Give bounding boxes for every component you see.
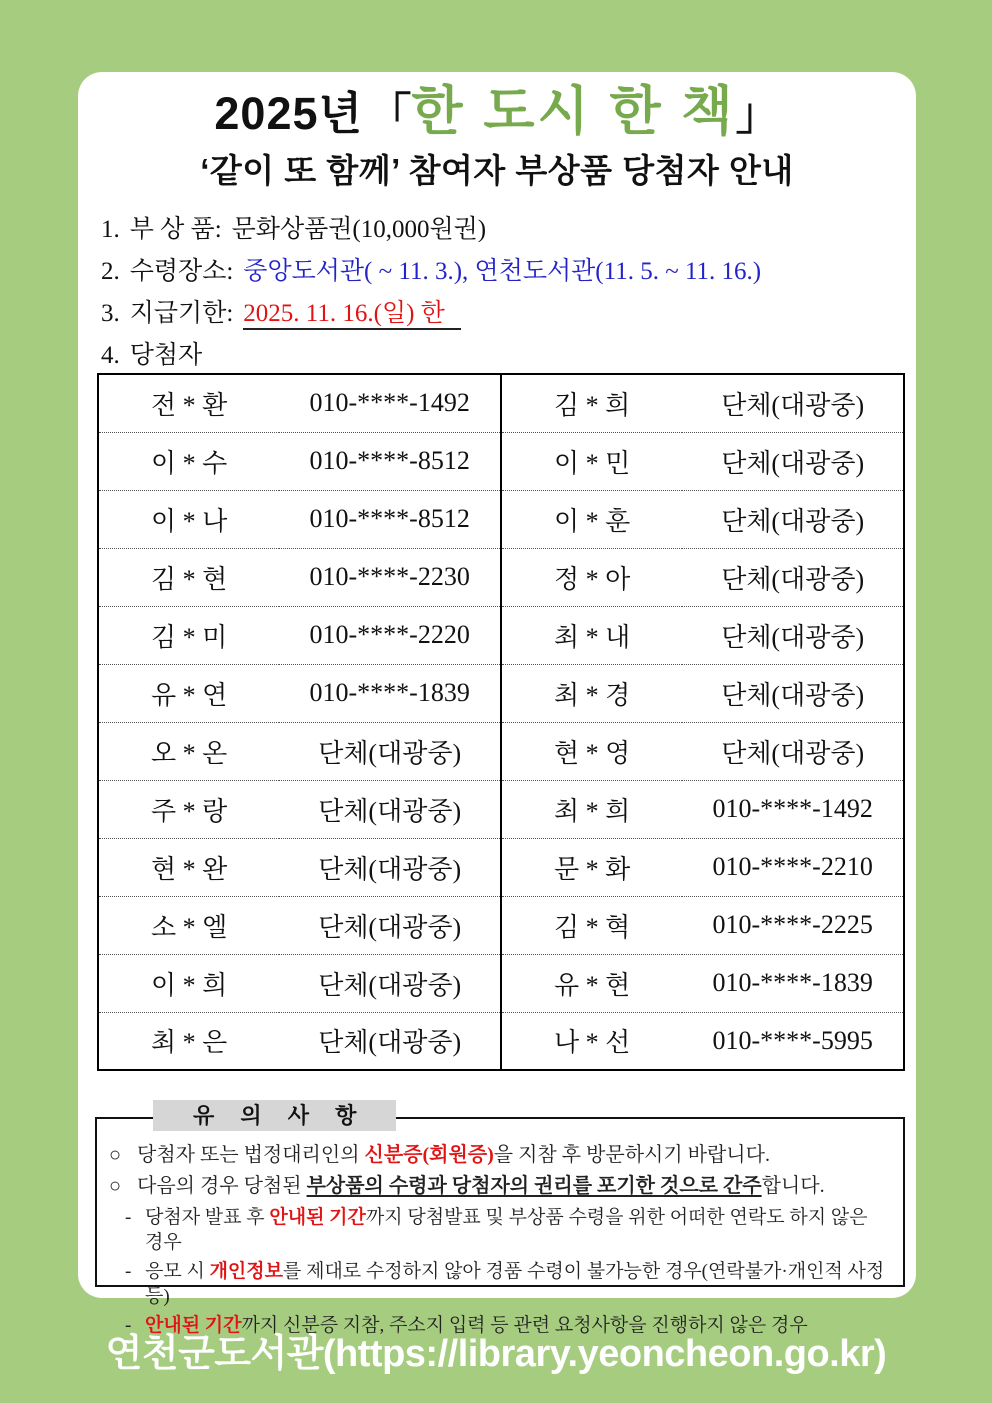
winner-row	[98, 896, 904, 954]
winner-contact-cell: 010-****-1492	[682, 780, 904, 838]
info-label: 수령장소:	[129, 258, 234, 285]
winner-name-cell: 최 * 내	[501, 606, 682, 664]
flyer-card	[78, 72, 916, 1336]
winner-row	[98, 954, 904, 1012]
winner-name-cell: 전 * 환	[151, 390, 228, 420]
notice-bullet: -	[125, 1207, 132, 1228]
notice-item	[109, 1259, 889, 1309]
notice-text: 당첨자 또는 법정대리인의 신분증(회원증)을 지참 후 방문하시기 바랍니다.	[137, 1144, 770, 1166]
info-label: 당첨자	[129, 342, 203, 369]
info-item-prize	[101, 209, 761, 251]
winner-name-cell: 오 * 온	[98, 722, 279, 780]
winner-row	[98, 374, 904, 432]
winner-name-cell: 최 * 희	[501, 780, 682, 838]
info-value-prize: 문화상품권(10,000원권)	[231, 216, 487, 243]
notice-bullet: ○	[109, 1175, 122, 1197]
winner-name-cell: 이 * 나	[98, 490, 279, 548]
info-number: 1.	[101, 216, 120, 243]
winner-name-cell: 이 * 수	[98, 432, 279, 490]
winner-contact-cell: 단체(대광중)	[682, 664, 904, 722]
winner-row	[98, 1012, 904, 1070]
notice-text: 다음의 경우 당첨된 부상품의 수령과 당첨자의 권리를 포기한 것으로 간주합니다.	[137, 1175, 825, 1197]
title-subtitle: ‘같이 또 함께’ 참여자 부상품 당첨자 안내	[200, 151, 794, 189]
page-title	[78, 82, 916, 192]
winner-name-cell: 정 * 아	[501, 548, 682, 606]
winner-name-cell: 유 * 연	[98, 664, 279, 722]
notice-item	[109, 1313, 889, 1338]
winner-row	[98, 548, 904, 606]
notice-header-label: 유 의 사 항	[153, 1100, 396, 1131]
notice-text: 응모 시 개인정보를 제대로 수정하지 않아 경품 수령이 불가능한 경우(연락불가·개인적 사정 등)	[145, 1261, 885, 1307]
title-bracket-open: 「	[367, 90, 412, 139]
winner-contact-cell: 단체(대광중)	[682, 490, 904, 548]
footer-site-link: 연천군도서관(https://library.yeoncheon.go.kr)	[105, 1333, 887, 1375]
winner-name-cell: 주 * 랑	[98, 780, 279, 838]
info-item-deadline	[101, 293, 761, 335]
winner-row	[98, 606, 904, 664]
winner-contact-cell: 단체(대광중)	[279, 780, 501, 838]
winner-contact-cell: 010-****-1839	[682, 954, 904, 1012]
winner-row	[98, 432, 904, 490]
winner-contact-cell: 010-****-1492	[309, 388, 470, 418]
info-item-winners	[101, 335, 761, 377]
winner-contact-cell: 단체(대광중)	[682, 606, 904, 664]
winner-name-cell: 김 * 혁	[501, 896, 682, 954]
winner-contact-cell: 010-****-8512	[279, 490, 501, 548]
winner-name-cell: 현 * 완	[98, 838, 279, 896]
title-line-1	[78, 82, 916, 143]
notice-item	[109, 1205, 889, 1255]
winner-contact-cell: 010-****-5995	[682, 1012, 904, 1070]
winner-row	[98, 490, 904, 548]
winner-contact-cell: 단체(대광중)	[279, 1012, 501, 1070]
winner-contact-cell: 단체(대광중)	[682, 722, 904, 780]
info-value-pickup-place: 중앙도서관( ~ 11. 3.), 연천도서관(11. 5. ~ 11. 16.)	[243, 258, 762, 285]
winners-table	[97, 373, 905, 1071]
winner-contact-cell: 010-****-2220	[279, 606, 501, 664]
winner-contact-cell: 단체(대광중)	[682, 432, 904, 490]
notice-bullet: ○	[109, 1144, 122, 1166]
winner-name-cell: 김 * 현	[98, 548, 279, 606]
info-number: 3.	[101, 300, 120, 327]
winner-contact-cell: 010-****-2210	[682, 838, 904, 896]
notice-box	[95, 1117, 905, 1336]
title-year: 2025년	[214, 88, 363, 139]
title-book-name: 한 도시 한 책	[411, 82, 736, 141]
winner-name-cell: 최 * 은	[98, 1012, 279, 1070]
info-number: 4.	[101, 342, 120, 369]
winner-name-cell: 김 * 미	[98, 606, 279, 664]
notice-bullet: -	[125, 1315, 132, 1336]
title-bracket-close: 」	[735, 90, 780, 139]
notice-item	[109, 1143, 889, 1168]
winner-name-cell: 나 * 선	[501, 1012, 682, 1070]
winner-name-cell: 문 * 화	[501, 838, 682, 896]
winner-name-cell: 이 * 훈	[501, 490, 682, 548]
winner-name-cell: 최 * 경	[501, 664, 682, 722]
winner-contact-cell: 010-****-2225	[682, 896, 904, 954]
winner-name-cell: 현 * 영	[501, 722, 682, 780]
winner-row	[98, 664, 904, 722]
winner-contact-cell: 단체(대광중)	[279, 896, 501, 954]
info-label: 지급기한:	[129, 300, 234, 327]
winner-name-cell: 이 * 희	[98, 954, 279, 1012]
notice-section	[95, 1100, 905, 1336]
notice-text: 당첨자 발표 후 안내된 기간까지 당첨발표 및 부상품 수령을 위한 어떠한 연락도 하지 않은 경우	[145, 1207, 868, 1253]
winner-name-cell: 소 * 엘	[98, 896, 279, 954]
info-number: 2.	[101, 258, 120, 285]
winner-name-cell: 유 * 현	[501, 954, 682, 1012]
notice-item	[109, 1174, 889, 1199]
winner-row	[98, 722, 904, 780]
notice-text: 안내된 기간까지 신분증 지참, 주소지 입력 등 관련 요청사항을 진행하지 않은 경우	[145, 1315, 808, 1336]
winner-contact-cell: 010-****-8512	[279, 432, 501, 490]
info-item-pickup-place	[101, 251, 761, 293]
info-label: 부 상 품:	[129, 216, 222, 243]
winner-contact-cell: 단체(대광중)	[682, 548, 904, 606]
winner-name-cell: 김 * 희	[501, 374, 682, 432]
winner-name-cell: 이 * 민	[501, 432, 682, 490]
winner-row	[98, 780, 904, 838]
winner-contact-cell: 010-****-2230	[279, 548, 501, 606]
winner-contact-cell: 단체(대광중)	[279, 722, 501, 780]
info-value-deadline: 2025. 11. 16.(일) 한	[243, 300, 461, 330]
winner-row	[98, 838, 904, 896]
winner-contact-cell: 010-****-1839	[279, 664, 501, 722]
winner-contact-cell: 단체(대광중)	[279, 838, 501, 896]
winner-contact-cell: 단체(대광중)	[721, 390, 865, 420]
notice-bullet: -	[125, 1261, 132, 1282]
winner-contact-cell: 단체(대광중)	[279, 954, 501, 1012]
info-list	[101, 209, 761, 377]
